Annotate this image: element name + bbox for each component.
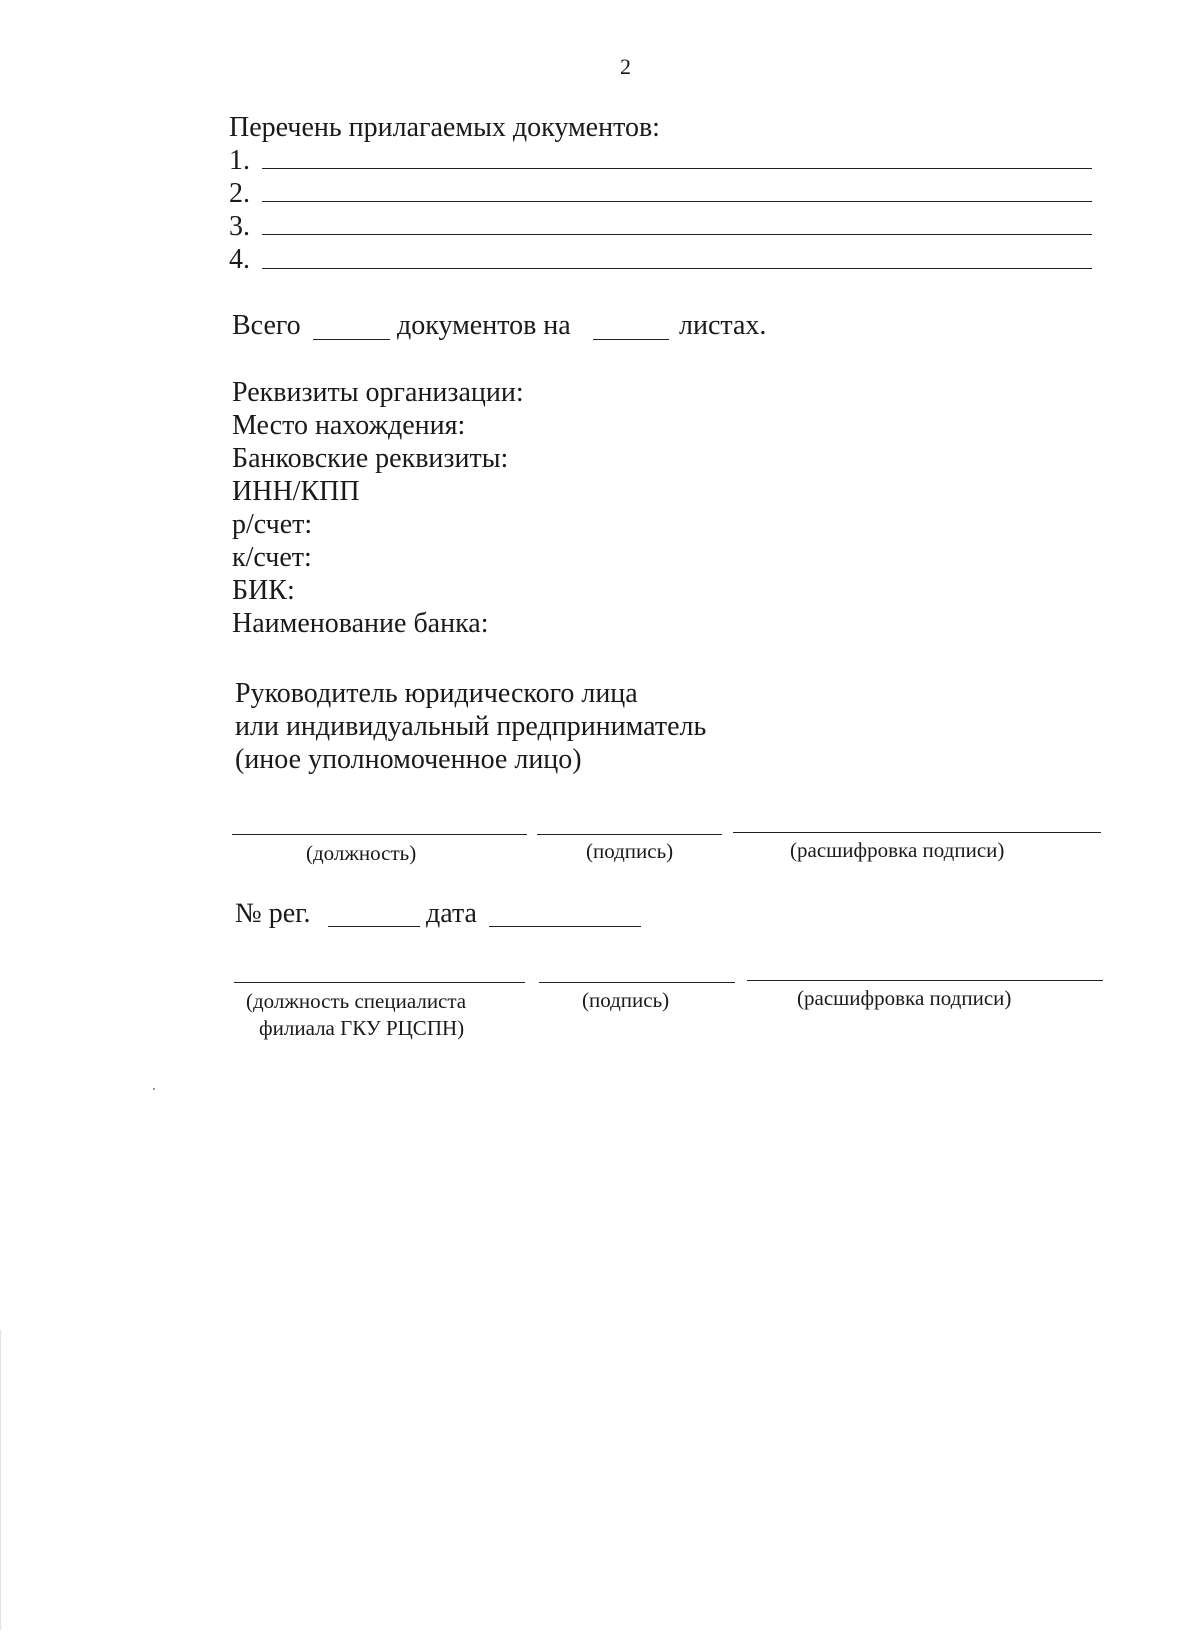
specialist-position-caption-line1: (должность специалиста xyxy=(246,989,467,1013)
documents-heading: Перечень прилагаемых документов: xyxy=(229,112,660,143)
head-decoding-caption: (расшифровка подписи) xyxy=(790,838,1005,862)
requisites-bik: БИК: xyxy=(232,575,295,606)
head-decoding-line[interactable] xyxy=(733,832,1101,833)
requisites-bank-details: Банковские реквизиты: xyxy=(232,443,509,474)
specialist-decoding-caption: (расшифровка подписи) xyxy=(797,986,1012,1010)
document-item-1-line[interactable] xyxy=(262,168,1092,169)
totals-middle: документов на xyxy=(397,310,571,341)
specialist-signature-line[interactable] xyxy=(539,982,735,983)
specialist-position-line[interactable] xyxy=(234,982,525,983)
registration-number-line[interactable] xyxy=(328,926,420,927)
head-signature-line[interactable] xyxy=(537,834,722,835)
specialist-decoding-line[interactable] xyxy=(747,980,1103,981)
document-item-3-number: 3. xyxy=(229,211,250,242)
document-item-2-number: 2. xyxy=(229,178,250,209)
document-item-4-number: 4. xyxy=(229,244,250,275)
head-title-line3: (иное уполномоченное лицо) xyxy=(235,744,582,775)
head-title-line1: Руководитель юридического лица xyxy=(235,678,638,709)
totals-prefix: Всего xyxy=(232,310,301,341)
page-number: 2 xyxy=(620,54,631,79)
requisites-inn-kpp: ИНН/КПП xyxy=(232,476,360,507)
requisites-corr-account: к/счет: xyxy=(232,542,312,573)
registration-date-line[interactable] xyxy=(489,926,641,927)
document-item-4-line[interactable] xyxy=(262,268,1092,269)
document-item-1-number: 1. xyxy=(229,145,250,176)
head-title-line2: или индивидуальный предприниматель xyxy=(235,711,707,742)
requisites-location: Место нахождения: xyxy=(232,410,466,441)
registration-number-label: № рег. xyxy=(235,898,311,929)
totals-suffix: листах. xyxy=(679,310,767,341)
registration-date-label: дата xyxy=(426,898,477,929)
requisites-account: р/счет: xyxy=(232,509,313,540)
requisites-heading: Реквизиты организации: xyxy=(232,377,524,408)
specialist-signature-caption: (подпись) xyxy=(582,988,670,1012)
scan-dot xyxy=(153,1088,155,1090)
specialist-position-caption-line2: филиала ГКУ РЦСПН) xyxy=(259,1016,465,1040)
documents-count-line[interactable] xyxy=(313,339,390,340)
document-item-3-line[interactable] xyxy=(262,234,1092,235)
head-position-line[interactable] xyxy=(232,834,527,835)
requisites-bank-name: Наименование банка: xyxy=(232,608,489,639)
head-signature-caption: (подпись) xyxy=(586,839,674,863)
sheets-count-line[interactable] xyxy=(593,339,669,340)
head-position-caption: (должность) xyxy=(306,841,417,865)
document-item-2-line[interactable] xyxy=(262,201,1092,202)
scan-edge xyxy=(0,1330,1,1630)
